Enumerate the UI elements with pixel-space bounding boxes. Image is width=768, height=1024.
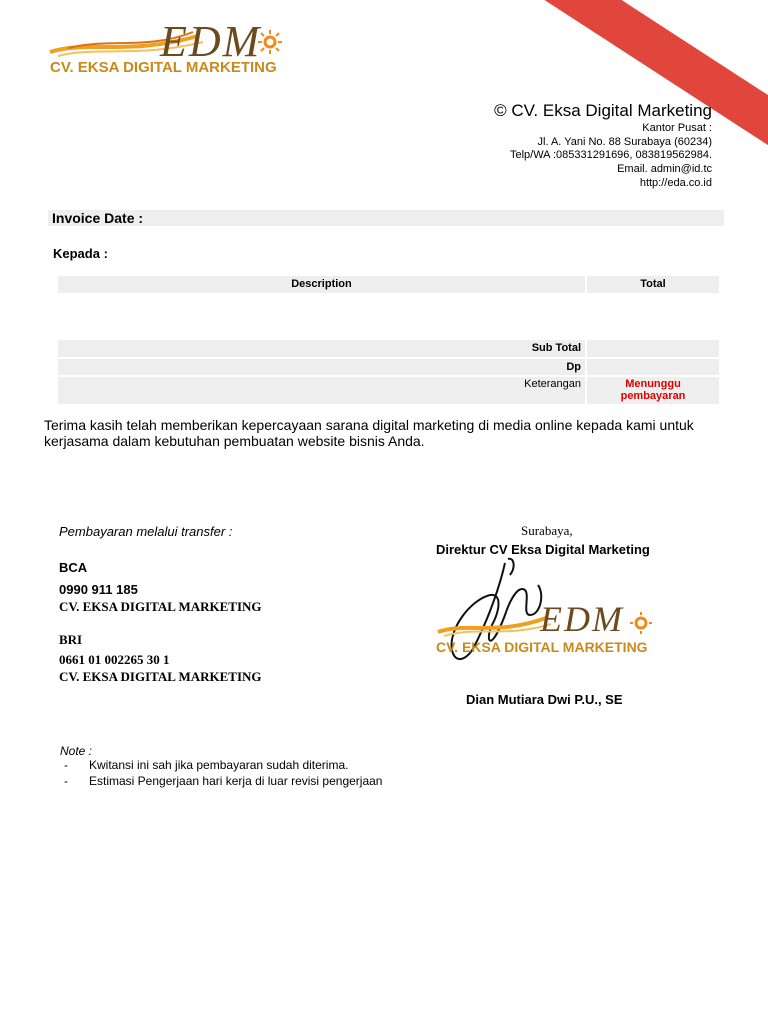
note-item-text: Kwitansi ini sah jika pembayaran sudah diterima. [89, 758, 349, 772]
office-email: Email. admin@id.tc [617, 163, 712, 175]
office-address: Jl. A. Yani No. 88 Surabaya (60234) [537, 136, 712, 148]
thanks-line-1: Terima kasih telah memberikan kepercayaan sarana digital marketing di media online kepada kami untuk [44, 417, 694, 433]
stamp-company-name: CV. EKSA DIGITAL MARKETING [436, 639, 648, 655]
dp-row-label [58, 359, 585, 375]
logo-mark: EDM [160, 17, 262, 66]
dp-row-value [587, 359, 719, 375]
sun-icon [258, 30, 282, 54]
note-dash: - [64, 774, 68, 788]
stamp-sun-icon [630, 612, 652, 634]
copyright-text: © CV. Eksa Digital Marketing [494, 101, 712, 120]
signature-title: Direktur CV Eksa Digital Marketing [436, 542, 650, 557]
stamp-swoosh-icon [436, 614, 556, 638]
keterangan-label: Keterangan [524, 378, 581, 390]
note-item [64, 758, 348, 772]
company-logo [48, 17, 288, 78]
bank1-holder: CV. EKSA DIGITAL MARKETING [59, 599, 262, 614]
stamp-mark: EDM [540, 599, 624, 639]
payment-status-line2: pembayaran [620, 390, 686, 402]
keterangan-row-value [587, 377, 719, 404]
logo-company-name: CV. EKSA DIGITAL MARKETING [50, 59, 277, 76]
subtotal-row-label [58, 340, 585, 357]
keterangan-row-label [58, 377, 585, 404]
dp-label: Dp [566, 361, 581, 373]
bank2-name: BRI [59, 632, 83, 647]
col-total: Total [640, 278, 666, 290]
payment-status-line1: Menunggu [625, 378, 681, 390]
note-label: Note : [60, 744, 93, 758]
stamp-logo [436, 599, 666, 658]
signature-city: Surabaya, [521, 523, 573, 538]
invoice-date-bar [48, 210, 724, 226]
col-description: Description [291, 278, 352, 290]
note-item [64, 774, 382, 788]
bank2-account: 0661 01 002265 30 1 [59, 652, 170, 667]
subtotal-row-value [587, 340, 719, 357]
thanks-line-2: kerjasama dalam kebutuhan pembuatan website bisnis Anda. [44, 433, 425, 449]
note-dash: - [64, 758, 68, 772]
bank1-name: BCA [59, 560, 88, 575]
office-phone: Telp/WA :085331291696, 083819562984. [509, 149, 712, 161]
office-label: Kantor Pusat : [642, 122, 712, 134]
recipient-label: Kepada : [53, 246, 108, 261]
office-website: http://eda.co.id [639, 177, 712, 189]
invoice-date-label: Invoice Date : [52, 210, 144, 226]
subtotal-label: Sub Total [531, 342, 581, 354]
table-header-description [58, 276, 585, 293]
bank2-holder: CV. EKSA DIGITAL MARKETING [59, 669, 262, 684]
bank1-account: 0990 911 185 [59, 582, 138, 597]
signatory-name: Dian Mutiara Dwi P.U., SE [466, 692, 623, 707]
note-item-text: Estimasi Pengerjaan hari kerja di luar revisi pengerjaan [89, 774, 383, 788]
table-header-total [587, 276, 719, 293]
payment-heading: Pembayaran melalui transfer : [59, 524, 233, 539]
corner-ribbon [537, 0, 768, 159]
